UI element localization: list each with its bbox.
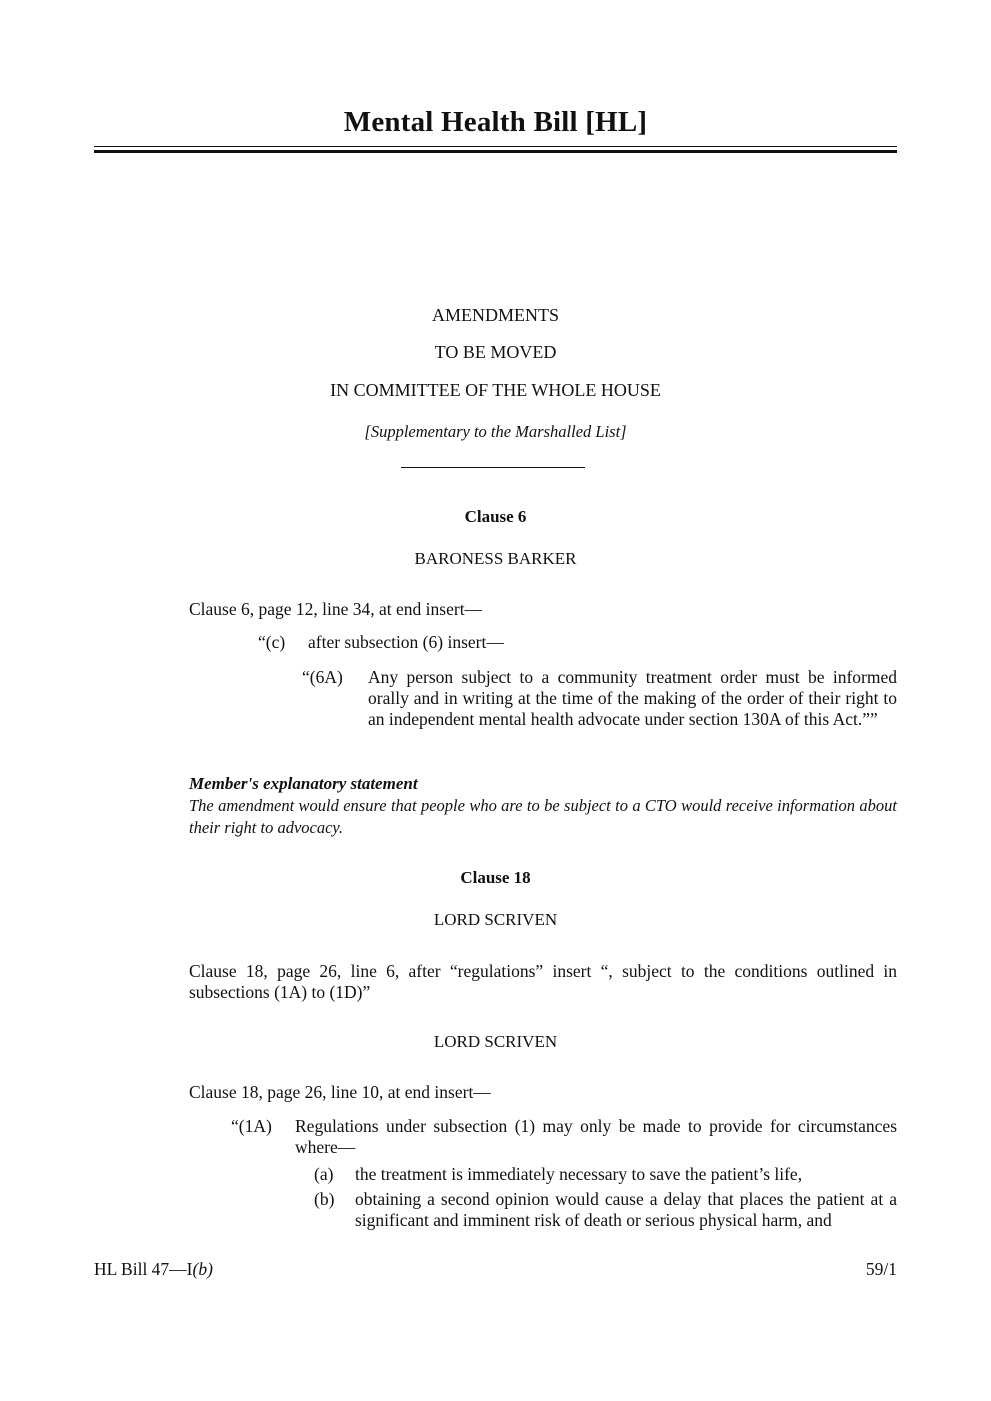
item-label: (b) [314, 1189, 335, 1209]
subsection-text: Any person subject to a community treatment order must be informed orally and in writing at the time of the making of the order of their right to an independent mental health advocate under section 130A of this Act.”” [368, 667, 897, 729]
member-name: BARONESS BARKER [414, 549, 577, 568]
amendment-instruction: Clause 18, page 26, line 6, after “regulations” insert “, subject to the conditions outlined in subsections (1A) to (1D)” [189, 961, 897, 1002]
intro-committee: IN COMMITTEE OF THE WHOLE HOUSE [330, 380, 661, 400]
subsection-text: Regulations under subsection (1) may only be made to provide for circumstances where— [295, 1116, 897, 1157]
explanatory-statement-text: The amendment would ensure that people who are to be subject to a CTO would receive information about their right to advocacy. [189, 796, 897, 837]
amendment-instruction: Clause 18, page 26, line 10, at end insert— [189, 1082, 491, 1102]
subsection-label: “(c) [258, 632, 286, 652]
item-label: (a) [314, 1164, 334, 1184]
intro-to-be-moved: TO BE MOVED [434, 342, 557, 362]
intro-amendments: AMENDMENTS [431, 305, 559, 325]
bill-reference-main: HL Bill 47—I [94, 1259, 193, 1279]
bill-reference-suffix: (b) [192, 1259, 213, 1279]
member-name: LORD SCRIVEN [433, 1032, 558, 1051]
page-reference: 59/1 [865, 1259, 897, 1279]
member-name: LORD SCRIVEN [433, 910, 558, 929]
clause-heading: Clause 18 [460, 868, 531, 887]
clause-heading: Clause 6 [464, 507, 527, 526]
subsection-label: “(6A) [302, 667, 343, 687]
intro-subtitle: [Supplementary to the Marshalled List] [364, 422, 627, 441]
item-text: the treatment is immediately necessary to save the patient’s life, [355, 1164, 803, 1184]
subsection-label: “(1A) [231, 1116, 272, 1136]
separator-rule [401, 467, 585, 468]
item-text: obtaining a second opinion would cause a delay that places the patient at a significant and imminent risk of death or serious physical harm, and [355, 1189, 897, 1230]
title-rule-thin [94, 146, 897, 147]
document-title: Mental Health Bill [HL] [343, 106, 648, 138]
subsection-text: after subsection (6) insert— [308, 632, 504, 652]
explanatory-statement-heading: Member's explanatory statement [189, 774, 418, 793]
title-rule-thick [94, 150, 897, 153]
amendment-instruction: Clause 6, page 12, line 34, at end insert— [189, 599, 483, 619]
bill-reference [94, 1259, 213, 1280]
